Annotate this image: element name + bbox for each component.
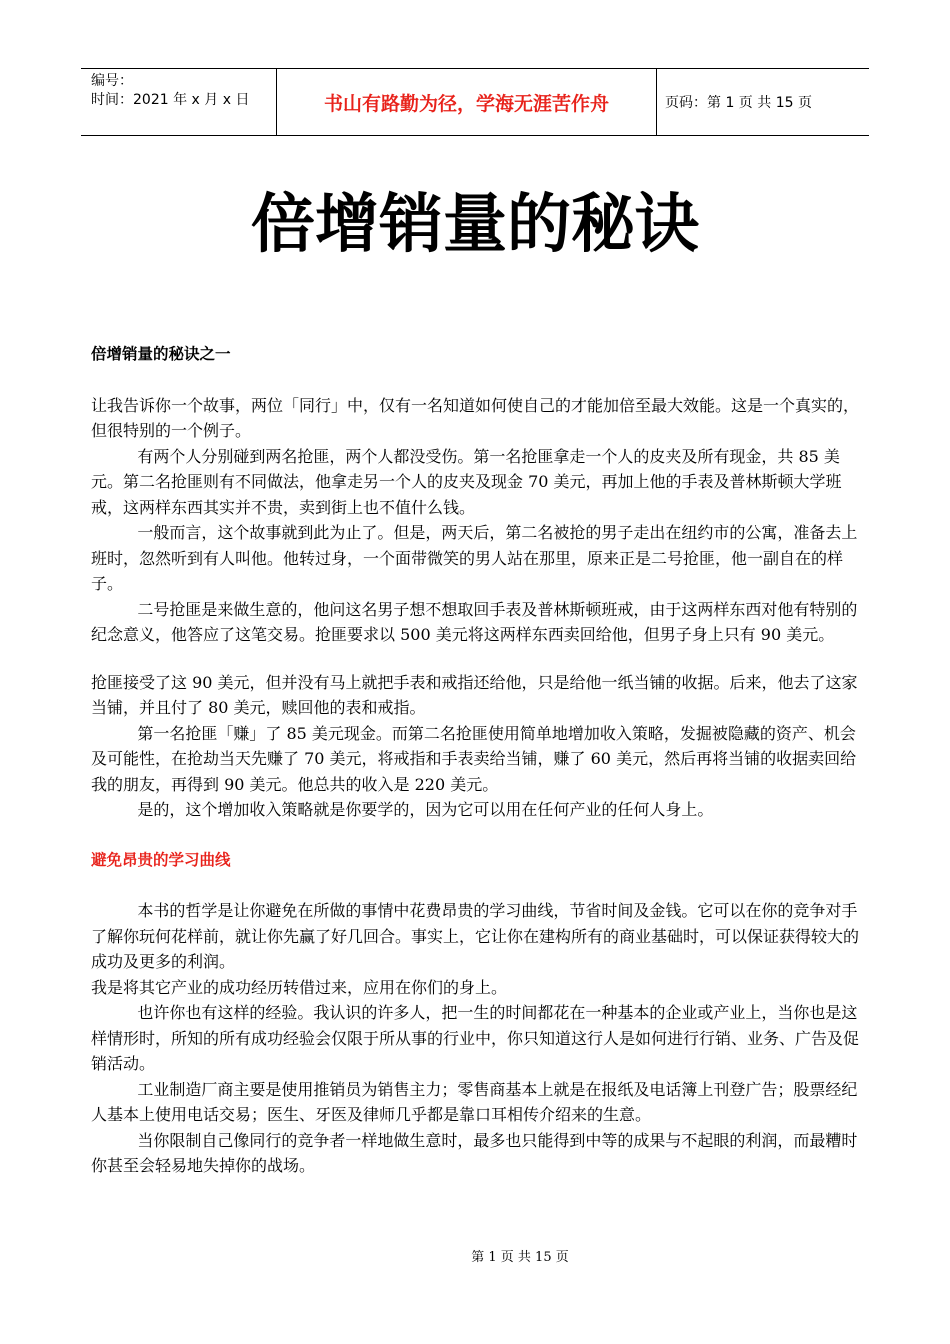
header-table (81, 68, 869, 136)
header-motto: 书山有路勤为径，学海无涯苦作舟 (277, 69, 657, 135)
paragraph: 有两个人分别碰到两名抢匪，两个人都没受伤。第一名抢匪拿走一个人的皮夹及所有现金，共 85 美元。第二名抢匪则有不同做法，他拿走另一个人的皮夹及现金 70 美元，再加上他的手表及普林斯顿大学班戒，这两样东西其实并不贵，卖到街上也不值什么钱。 (91, 446, 842, 517)
page-footer: 第 1 页 共 15 页 (471, 1250, 569, 1265)
paragraph: 工业制造厂商主要是使用推销员为销售主力；零售商基本上就是在报纸及电话簿上刊登广告；股票经纪人基本上使用电话交易；医生、牙医及律师几乎都是靠口耳相传介绍来的生意。 (91, 1079, 858, 1124)
document-title: 倍增销量的秘诀 (251, 188, 699, 262)
paragraph: 让我告诉你一个故事，两位「同行」中，仅有一名知道如何使自己的才能加倍至最大效能。这是一个真实的，但很特别的一个例子。 (91, 395, 860, 440)
paragraph: 抢匪接受了这 90 美元，但并没有马上就把手表和戒指还给他，只是给他一纸当铺的收据。后来，他去了这家当铺，并且付了 80 美元，赎回他的表和戒指。 (91, 672, 858, 717)
section-heading-2: 避免昂贵的学习曲线 (91, 850, 231, 869)
paragraph: 当你限制自己像同行的竞争者一样地做生意时，最多也只能得到中等的成果与不起眼的利润，而最糟时你甚至会轻易地失掉你的战场。 (91, 1130, 858, 1175)
document-date-label: 时间：2021 年 x 月 x 日 (91, 92, 250, 108)
header-page-info: 页码：第 1 页 共 15 页 (665, 95, 812, 111)
paragraph: 本书的哲学是让你避免在所做的事情中花费昂贵的学习曲线，节省时间及金钱。它可以在你的竞争对手了解你玩何花样前，就让你先赢了好几回合。事实上，它让你在建构所有的商业基础时，可以保证获得较大的成功及更多的利润。 (91, 901, 860, 971)
section-heading-1: 倍增销量的秘诀之一 (91, 345, 231, 363)
document-number-label: 编号： (91, 73, 133, 89)
document-body (91, 342, 859, 1179)
paragraph: 二号抢匪是来做生意的，他问这名男子想不想取回手表及普林斯顿班戒，由于这两样东西对他有特别的纪念意义，他答应了这笔交易。抢匪要求以 500 美元将这两样东西卖回给他，但男子身上只有 90 美元。 (91, 599, 858, 644)
paragraph: 也许你也有这样的经验。我认识的许多人，把一生的时间都花在一种基本的企业或产业上，当你也是这样情形时，所知的所有成功经验会仅限于所从事的行业中，你只知道这行人是如何进行行销、业务、广告及促销活动。 (91, 1003, 860, 1073)
paragraph: 一般而言，这个故事就到此为止了。但是，两天后，第二名被抢的男子走出在纽约市的公寓，准备去上班时，忽然听到有人叫他。他转过身，一个面带微笑的男人站在那里，原来正是二号抢匪，他一副自在的样子。 (91, 523, 858, 593)
paragraph: 我是将其它产业的成功经历转借过来，应用在你们的身上。 (91, 977, 508, 997)
paragraph: 第一名抢匪「赚」了 85 美元现金。而第二名抢匪使用简单地增加收入策略，发掘被隐藏的资产、机会及可能性，在抢劫当天先赚了 70 美元，将戒指和手表卖给当铺，赚了 60 美元，然后再将当铺的收据卖回给我的朋友，再得到 90 美元。他总共的收入是 220 美元。 (91, 723, 857, 794)
header-meta-cell (81, 69, 277, 135)
paragraph: 是的，这个增加收入策略就是你要学的，因为它可以用在任何产业的任何人身上。 (137, 800, 714, 819)
